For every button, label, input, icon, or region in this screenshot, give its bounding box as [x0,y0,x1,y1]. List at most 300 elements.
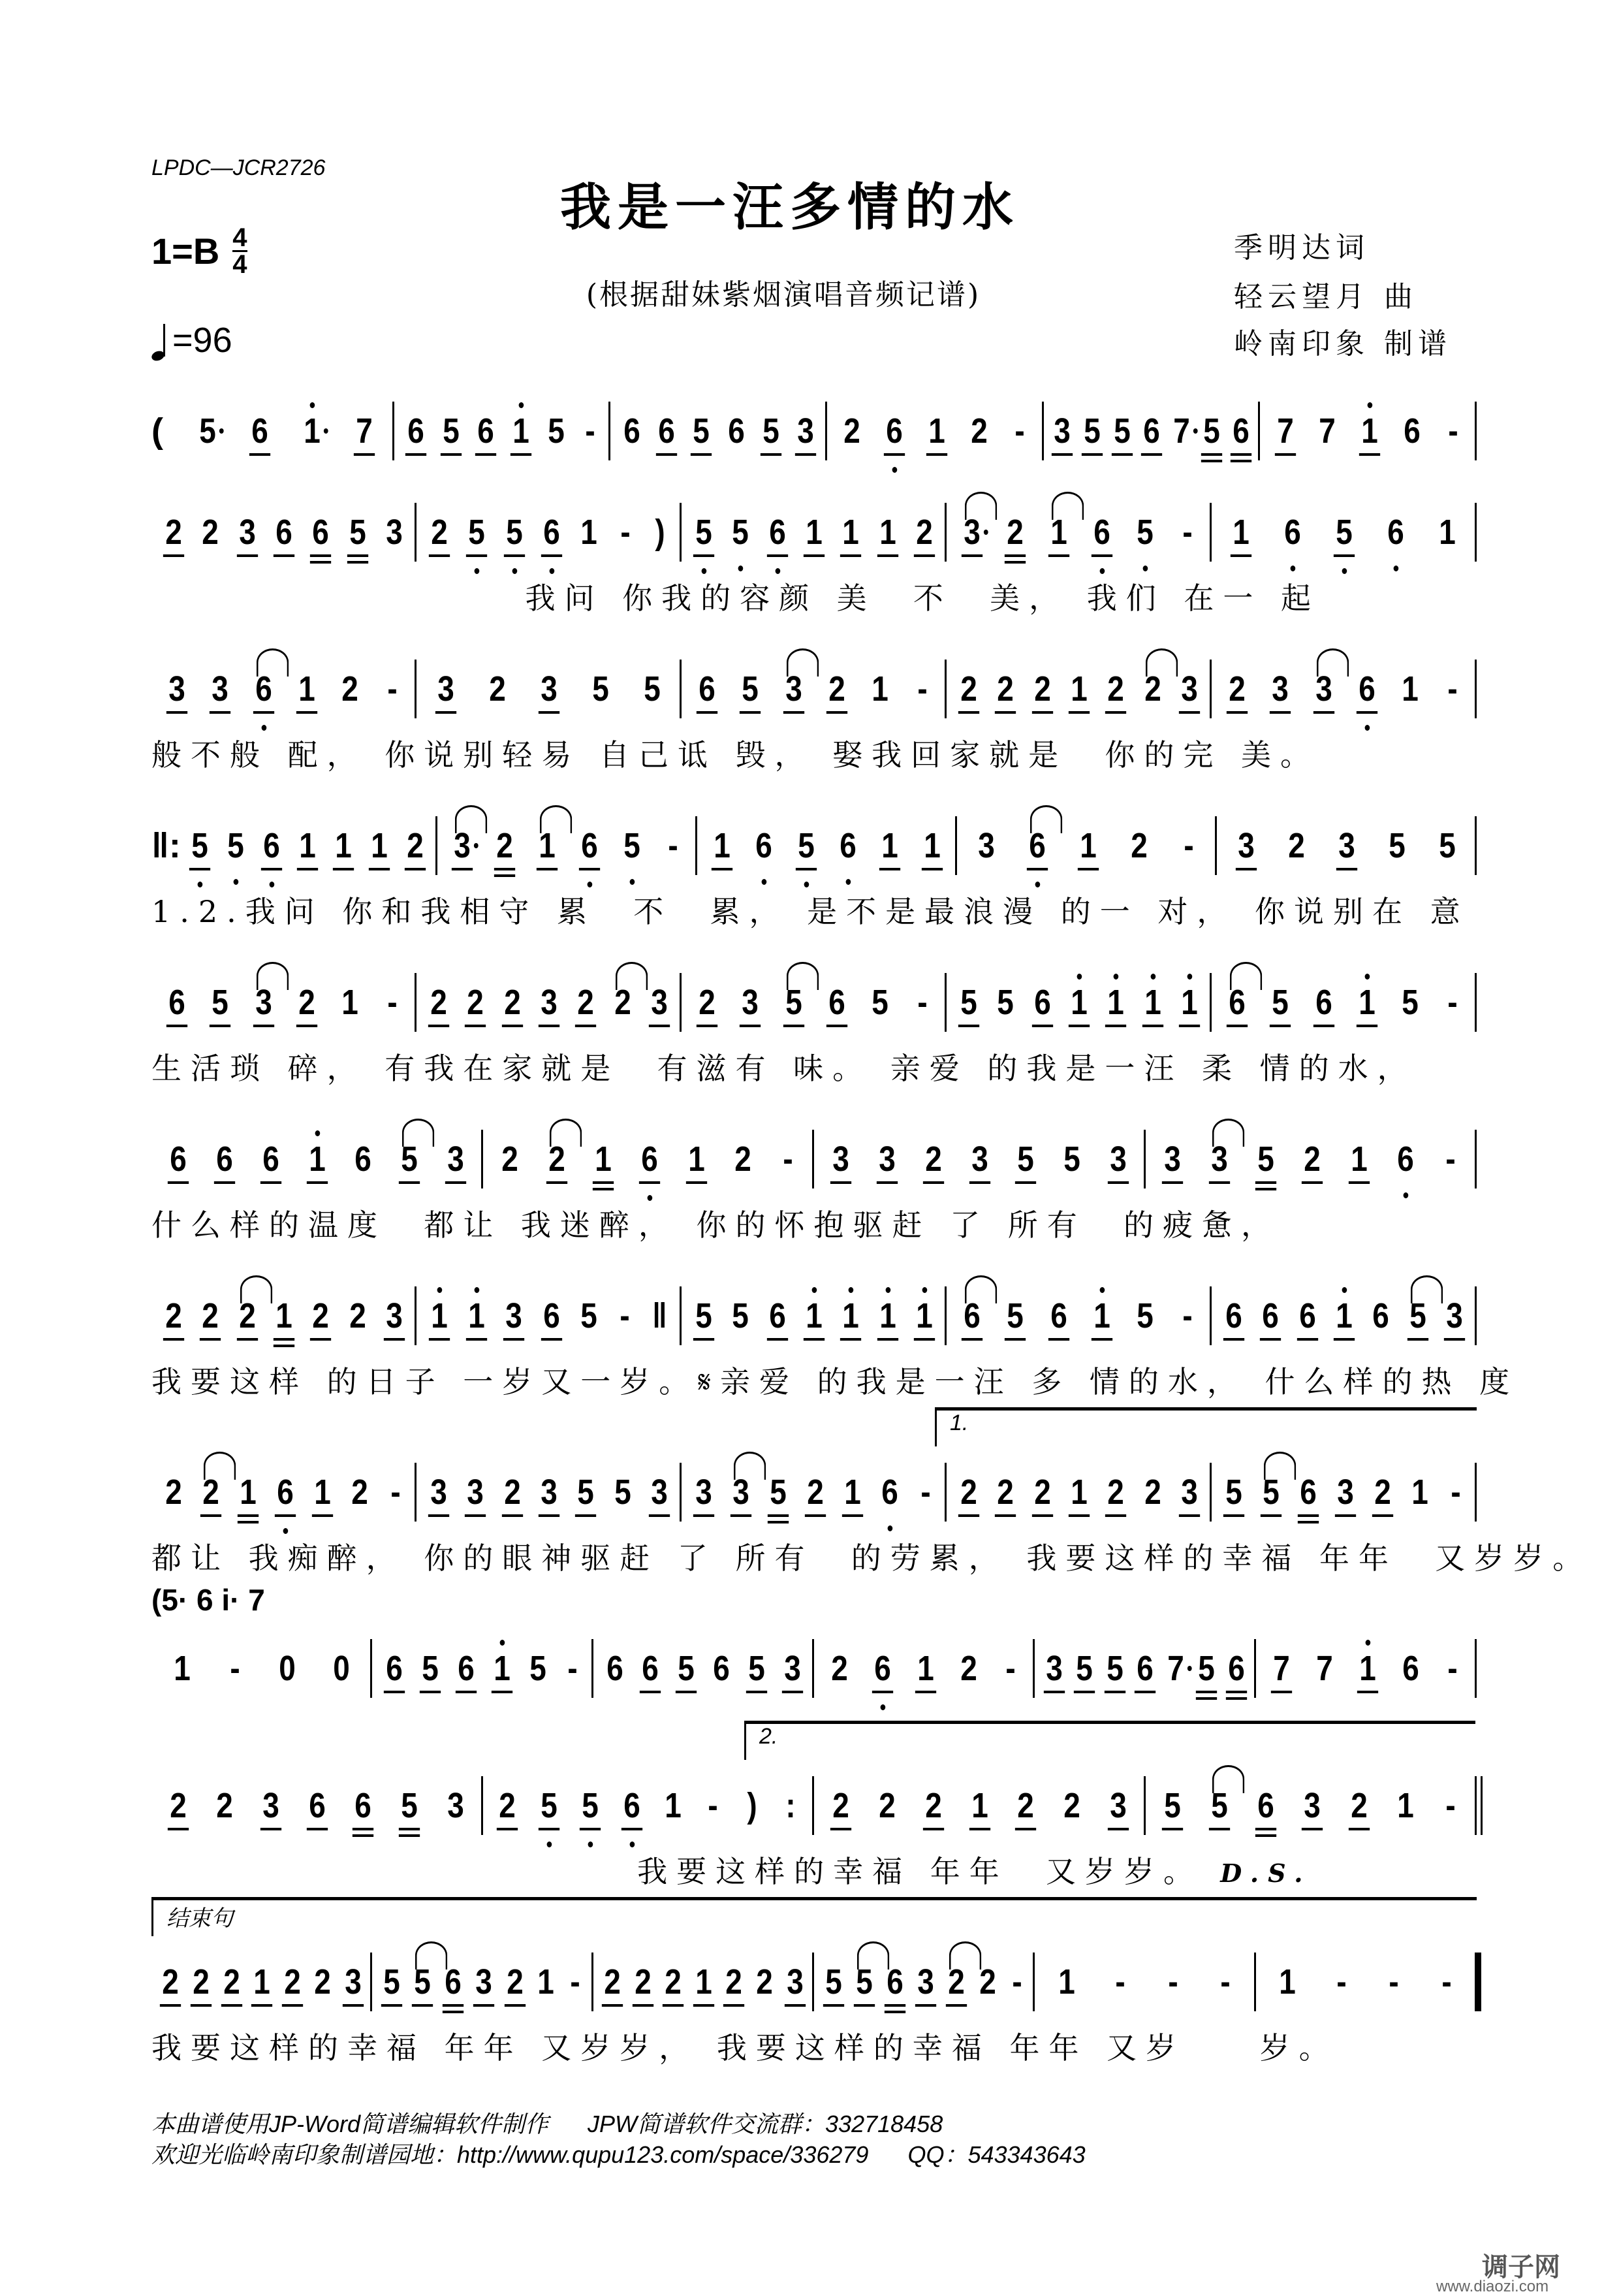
note: 1 [844,1473,861,1512]
note: 1 [1080,826,1097,865]
lyricist-credit: 季明达词 [1234,231,1370,264]
lyric-line: 我要这样的幸福 年年 又岁岁， 我要这样的幸福 年年 又岁 岁。 [151,2030,1338,2065]
note: 5 [191,826,208,865]
note: 2 [665,1962,682,2001]
open-paren: ( [151,411,163,451]
measure [682,496,947,568]
score-row [151,1123,1477,1195]
note: 2 [1131,826,1148,865]
note: 6 [168,983,185,1022]
note: - [570,1962,580,2001]
note: 5 [1007,1296,1024,1335]
note: - [1012,1962,1022,2001]
note: - [1450,1473,1461,1512]
measure [417,966,682,1038]
note: 1 [539,826,556,865]
note: 2 [807,1473,824,1512]
note: 2 [925,1786,942,1825]
note: 5 [349,513,366,552]
note: 6 [642,1649,659,1688]
note: - [1182,513,1193,552]
note: 2 [489,669,506,709]
note: 1 [1058,1962,1075,2001]
note: 3 [345,1962,362,2001]
note: 2 [960,669,977,709]
note: 6 [1315,983,1332,1022]
note: 2 [925,1140,942,1179]
note: 5 [383,1962,400,2001]
arranger-credit: 岭南印象 制谱 [1234,327,1452,360]
note: 5 [1211,1786,1228,1825]
note: 5 [695,1296,712,1335]
note: 2 [843,411,861,451]
footer-line-2: 欢迎光临岭南印象制谱园地：http://www.qupu123.com/space/336279 QQ：543343643 [151,2141,1086,2168]
note: 1 [304,411,321,451]
note: 5 [1164,1786,1181,1825]
note: 7 [1277,411,1294,451]
note: - [387,983,398,1022]
note: 6 [275,513,292,552]
note: 6 [964,1296,981,1335]
note: 1 [1361,411,1378,451]
note: 5 [506,513,523,552]
note: 5 [856,1962,873,2001]
note: ) [747,1786,757,1825]
note: 6 [354,1140,372,1179]
measure [947,653,1212,725]
note: 3 [917,1962,934,2001]
note: 2 [970,411,988,451]
note: 5 [580,1296,597,1335]
note: 1 [1397,1786,1414,1825]
note: 5 [960,983,977,1022]
measure [947,966,1212,1038]
barline [1475,503,1477,562]
note: 1 [1050,513,1067,552]
note: 1 [1336,1296,1353,1335]
note: 5 [529,1649,546,1688]
note: 2 [577,983,594,1022]
note: 1 [1181,983,1198,1022]
note: 1 [580,513,598,552]
note: 1 [1402,669,1419,709]
note: - [567,1649,578,1688]
note: 1 [879,513,896,552]
volta-bracket: 1. [935,1407,1477,1446]
note: 1 [335,826,352,865]
note: 6 [756,826,773,865]
note: 6 [543,1296,560,1335]
key-signature [151,225,247,277]
note: 5 [1084,411,1101,451]
note: 5 [1137,1296,1154,1335]
note: 6 [828,983,845,1022]
note: 2 [170,1786,187,1825]
barline [1475,660,1477,718]
measure [1035,1633,1255,1704]
note: 1 [174,1649,191,1688]
note: 6 [1257,1786,1274,1825]
note: 2 [833,1786,850,1825]
note: - [783,1140,793,1179]
note: 6 [309,1786,326,1825]
note: 2 [193,1962,210,2001]
note: 2 [202,1296,219,1335]
measure [682,1280,947,1352]
measure [814,1123,1146,1195]
lyric-line: 什么样的温度 都让 我迷醉， 你的怀抱驱赶 了 所有 的疲惫， [151,1207,1280,1243]
note: 5 [749,1649,766,1688]
measure [151,653,417,725]
lyric-line: 我问 你我的容颜 美 不 美， 我们 在一 起 [151,581,1321,616]
note: 1 [842,1296,859,1335]
note: 1 [872,669,889,709]
lyric-line: 都让 我痴醉， 你的眼神驱赶 了 所有 的劳累， 我要这样的幸福 年年 又岁岁。 [151,1540,1592,1576]
measure [1212,966,1477,1038]
note: 5 [422,1649,439,1688]
note: 5 [614,1473,631,1512]
note: 2 [1288,826,1305,865]
note: 3 [651,1473,668,1512]
note: 0 [333,1649,350,1688]
measure [682,966,947,1038]
note: 1 [595,1140,612,1179]
note: 2 [1304,1140,1321,1179]
score-row [151,395,1477,467]
note: 5 [1389,826,1406,865]
note: 1 [695,1962,712,2001]
measure [483,1123,815,1195]
note: 2 [504,983,521,1022]
measure [372,1946,593,2018]
note: 2 [1018,1786,1035,1825]
measure [1212,1280,1477,1352]
barline [1475,816,1477,875]
barline [1475,402,1477,460]
note: 1 [275,1296,292,1335]
note: 5 [1018,1140,1035,1179]
note: 2 [341,669,359,709]
note: 1 [1359,983,1375,1022]
note: 1 [971,1786,988,1825]
note: 6 [1029,826,1046,865]
note: ‖ [652,1296,668,1335]
note: 2 [1063,1786,1081,1825]
note: 6 [251,411,268,451]
note: 2 [223,1962,240,2001]
note: 6 [255,669,272,709]
note: 5 [592,669,609,709]
score-row [151,1770,1477,1842]
note: 2 [284,1962,301,2001]
note: 2 [1144,1473,1161,1512]
note: 3 [1164,1140,1181,1179]
note: 1 [842,513,859,552]
measure [814,1633,1035,1704]
note: 3 [447,1140,464,1179]
measure [1217,810,1477,882]
note: 2 [202,513,219,552]
note: 3 [386,1296,403,1335]
note: 5 [582,1786,599,1825]
measure [1212,653,1477,725]
note: 3 [239,513,256,552]
note: 2 [756,1962,773,2001]
note: 2 [1374,1473,1391,1512]
note: - [1184,826,1194,865]
score-row [151,1946,1477,2018]
note: 7 [1167,1649,1184,1688]
note: 6 [458,1649,475,1688]
note: 2 [430,983,447,1022]
note: 1 [468,1296,485,1335]
note: 6 [407,411,424,451]
note: 2 [960,1473,977,1512]
note: 3 [506,1296,523,1335]
note: 3 [1054,411,1071,451]
note: 6 [263,826,280,865]
time-signature: $\frac{4}{4}$ [232,223,247,279]
note: 3 [879,1140,896,1179]
repeat-start-icon: ‖: [151,826,181,865]
note: 7 [1319,411,1336,451]
note: 1 [924,826,941,865]
note: ) [655,513,665,552]
note: 1 [494,1649,511,1688]
note: 3 [1315,669,1332,709]
note: 5 [1409,1296,1426,1335]
note: 5 [1439,826,1456,865]
note: 5 [227,826,244,865]
note: 2 [351,1473,368,1512]
measure [947,1280,1212,1352]
note: 2 [1144,669,1161,709]
barline [1475,1286,1477,1345]
note: 5 [1257,1140,1274,1179]
note: 1 [309,1140,326,1179]
note: - [917,669,928,709]
note: 6 [1402,1649,1419,1688]
note: 5 [732,1296,749,1335]
score-row [151,966,1477,1038]
note: 6 [623,411,640,451]
note: - [1441,1962,1452,2001]
note: 3 [833,1140,850,1179]
note: 2 [614,983,631,1022]
note: - [230,1649,240,1688]
note: 2 [504,1473,521,1512]
note: 1 [314,1473,331,1512]
measure [1212,1456,1477,1528]
note: 6 [1034,983,1051,1022]
note: 3 [212,669,229,709]
score-row [151,1583,1477,1704]
note: - [1447,983,1458,1022]
note: 1 [1071,983,1088,1022]
note: 1 [1359,1649,1376,1688]
note: 6 [355,1786,372,1825]
measure [947,1456,1212,1528]
score-row [151,1280,1477,1352]
measure [417,1456,682,1528]
note: 2 [916,513,933,552]
composer-credit: 轻云望月 曲 [1234,280,1418,313]
measure [151,966,417,1038]
barline [1475,1130,1477,1188]
measure [827,395,1044,467]
note: 6 [881,1473,898,1512]
note: 6 [641,1140,658,1179]
note: 6 [840,826,857,865]
note: 2 [960,1649,977,1688]
note: 3 [1337,1473,1354,1512]
note: 6 [478,411,495,451]
note: - [668,826,679,865]
note: 2 [507,1962,524,2001]
note: 3 [430,1473,447,1512]
measure [1260,395,1477,467]
note: 5 [212,983,229,1022]
measure [682,653,947,725]
note: 3 [541,983,558,1022]
note: 1 [1233,513,1250,552]
note: 7 [1273,1649,1290,1688]
score-row [151,496,1477,568]
note: 1 [917,1649,934,1688]
note: 1 [1279,1962,1296,2001]
note: 5 [414,1962,431,2001]
note: - [620,1296,630,1335]
note: 3 [386,513,403,552]
note: 5 [401,1140,418,1179]
note: 2 [879,1786,896,1825]
measure [1146,1770,1477,1842]
note: 6 [1359,669,1375,709]
note: 2 [165,1473,183,1512]
measure [1035,1946,1255,2018]
note: 3 [1110,1140,1127,1179]
note: 2 [548,1140,565,1179]
dal-segno-marker: D.S. [1202,1858,1312,1888]
note: 6 [1404,411,1421,451]
note: 5 [1402,983,1419,1022]
note: 5 [997,983,1014,1022]
note: 2 [949,1962,966,2001]
note: 2 [1007,513,1024,552]
note: - [1445,1140,1456,1179]
note: 6 [1229,983,1246,1022]
measure [437,810,697,882]
note: 5 [872,983,889,1022]
note: 2 [734,1140,751,1179]
note: 2 [239,1296,256,1335]
note: 2 [407,826,424,865]
note: : [785,1786,796,1825]
note: - [917,983,928,1022]
note: 5 [770,1473,787,1512]
measure [697,810,957,882]
note: 3 [467,1473,484,1512]
page-title: 我是一汪多情的水 [559,178,1020,237]
note: 6 [1299,1296,1316,1335]
subtitle: (根据甜妹紫烟演唱音频记谱) [586,278,981,311]
note: 6 [170,1140,187,1179]
note: 6 [1372,1296,1390,1335]
note: 1 [299,826,316,865]
note: 1 [537,1962,554,2001]
note: 6 [216,1140,233,1179]
watermark-url: www.diaozi.com [1436,2278,1549,2295]
note: 7 [1173,411,1190,451]
note: 6 [543,513,560,552]
note: 3 [1238,826,1255,865]
note: 2 [604,1962,621,2001]
note: 6 [769,1296,786,1335]
note: 2 [998,1473,1014,1512]
note: 5 [1137,513,1154,552]
note: 6 [277,1473,294,1512]
note: 3 [696,1473,713,1512]
note: 1 [916,1296,933,1335]
barline [1475,1463,1477,1522]
note: 1 [1071,1473,1088,1512]
note: 2 [165,513,182,552]
note: 5 [1336,513,1353,552]
note: 6 [658,411,675,451]
note: - [1447,669,1458,709]
note: 1 [688,1140,705,1179]
note: 6 [1225,1296,1242,1335]
note: - [1220,1962,1231,2001]
note: 5 [742,669,759,709]
score-row [151,810,1477,882]
note: 3 [447,1786,464,1825]
note: 6 [1300,1473,1317,1512]
note: 6 [1144,411,1161,451]
note: 6 [1050,1296,1067,1335]
note: 3 [1272,669,1289,709]
note: 2 [163,1962,180,2001]
measure [417,1280,682,1352]
note: 1 [341,983,359,1022]
note: 2 [314,1962,332,2001]
note: 1 [1438,513,1456,552]
note: 2 [298,983,315,1022]
barline [1475,973,1477,1032]
note: 5 [1063,1140,1081,1179]
note: 6 [445,1962,462,2001]
note: 5 [1263,1473,1280,1512]
note: 3 [262,1786,279,1825]
note: 2 [1034,1473,1051,1512]
note: 3 [541,1473,558,1512]
note: 5 [785,983,802,1022]
note: 2 [431,513,448,552]
note: 3 [787,1962,804,2001]
note: 5 [678,1649,695,1688]
note: 6 [606,1649,623,1688]
note: 6 [386,1649,403,1688]
note: 1 [1093,1296,1110,1335]
note: 1 [1071,669,1088,709]
note: 6 [1093,513,1110,552]
note: 5 [695,513,712,552]
tempo-marking: =96 [151,320,232,360]
note: 6 [1387,513,1404,552]
note: - [390,1473,401,1512]
note: 3 [1446,1296,1463,1335]
note: 5 [1076,1649,1093,1688]
